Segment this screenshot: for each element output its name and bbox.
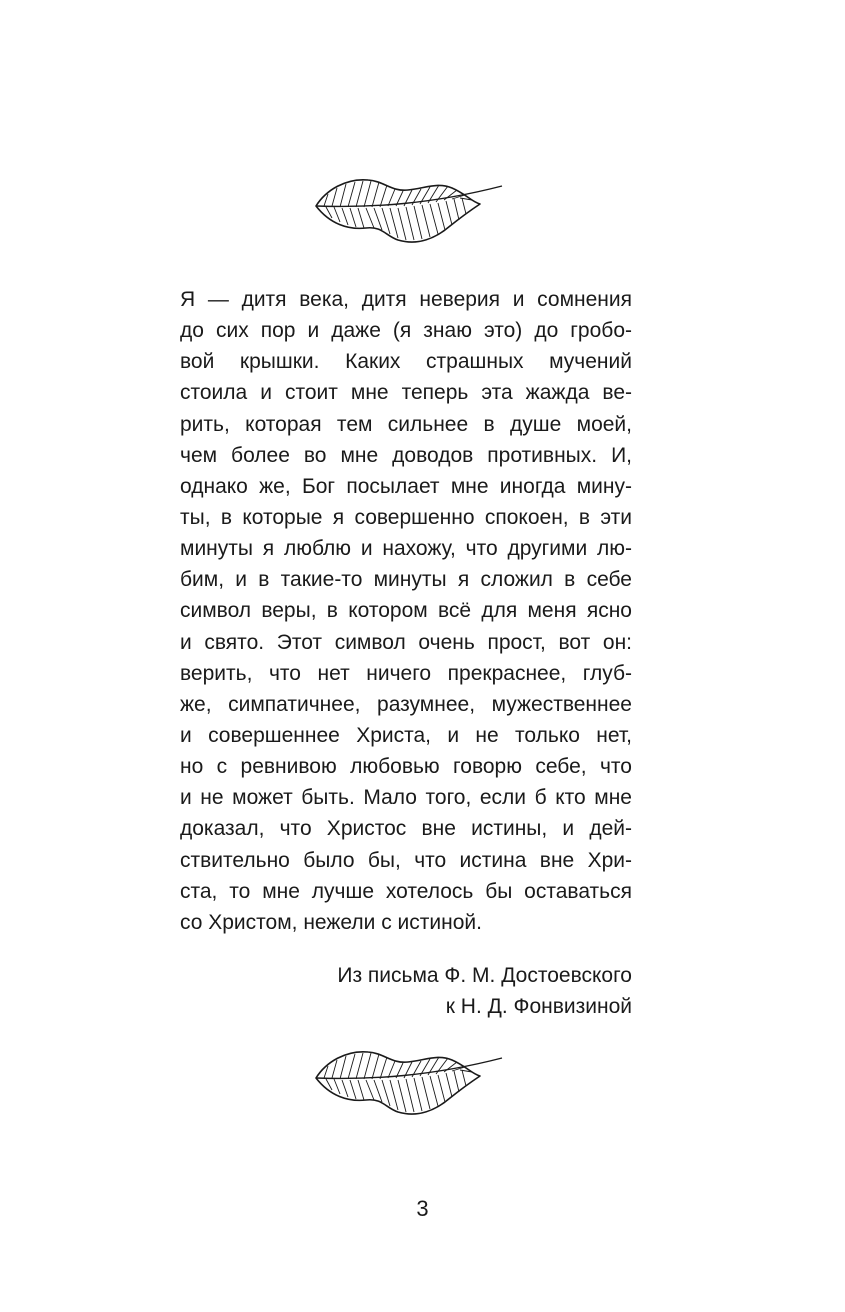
text-line: чем более во мне доводов противных. И, <box>180 443 632 467</box>
text-line: но с ревнивою любовью говорю себе, что <box>180 755 632 779</box>
text-line: доказал, что Христос вне истины, и дей- <box>180 817 632 841</box>
text-line: ствительно было бы, что истина вне Хри- <box>180 848 632 872</box>
text-line: со Христом, нежели с истиной. <box>180 910 482 934</box>
leaf-ornament-top-icon <box>312 172 504 248</box>
text-line: верить, что нет ничего прекраснее, глуб- <box>180 661 632 685</box>
epigraph-source <box>337 960 632 1022</box>
page-number: 3 <box>416 1196 429 1221</box>
text-line: и совершеннее Христа, и не только нет, <box>180 723 632 747</box>
leaf-ornament-bottom-icon <box>312 1044 504 1120</box>
text-line: стоила и стоит мне теперь эта жажда ве- <box>180 381 632 405</box>
text-line: однако же, Бог посылает мне иногда мину- <box>180 474 632 498</box>
text-line: и не может быть. Мало того, если б кто мне <box>180 786 632 810</box>
text-line: бим, и в такие-то минуты я сложил в себе <box>180 568 632 592</box>
text-line: минуты я люблю и нахожу, что другими лю- <box>180 537 632 561</box>
text-line: же, симпатичнее, разумнее, мужественнее <box>180 692 632 716</box>
text-line: символ веры, в котором всё для меня ясно <box>180 599 632 623</box>
text-line: Я — дитя века, дитя неверия и сомнения <box>180 288 632 311</box>
text-line: до сих пор и даже (я знаю это) до гробо- <box>180 319 632 343</box>
text-line: ста, то мне лучше хотелось бы оставаться <box>180 879 632 903</box>
epigraph-text <box>180 284 632 938</box>
text-line: вой крышки. Каких страшных мучений <box>180 350 632 374</box>
text-line: и свято. Этот символ очень прост, вот он: <box>180 630 632 654</box>
source-line-2: к Н. Д. Фонвизиной <box>445 995 632 1018</box>
text-line: ты, в которые я совершенно спокоен, в эти <box>180 505 632 529</box>
text-line: рить, которая тем сильнее в душе моей, <box>180 412 632 436</box>
source-line-1: Из письма Ф. М. Достоевского <box>337 964 632 987</box>
